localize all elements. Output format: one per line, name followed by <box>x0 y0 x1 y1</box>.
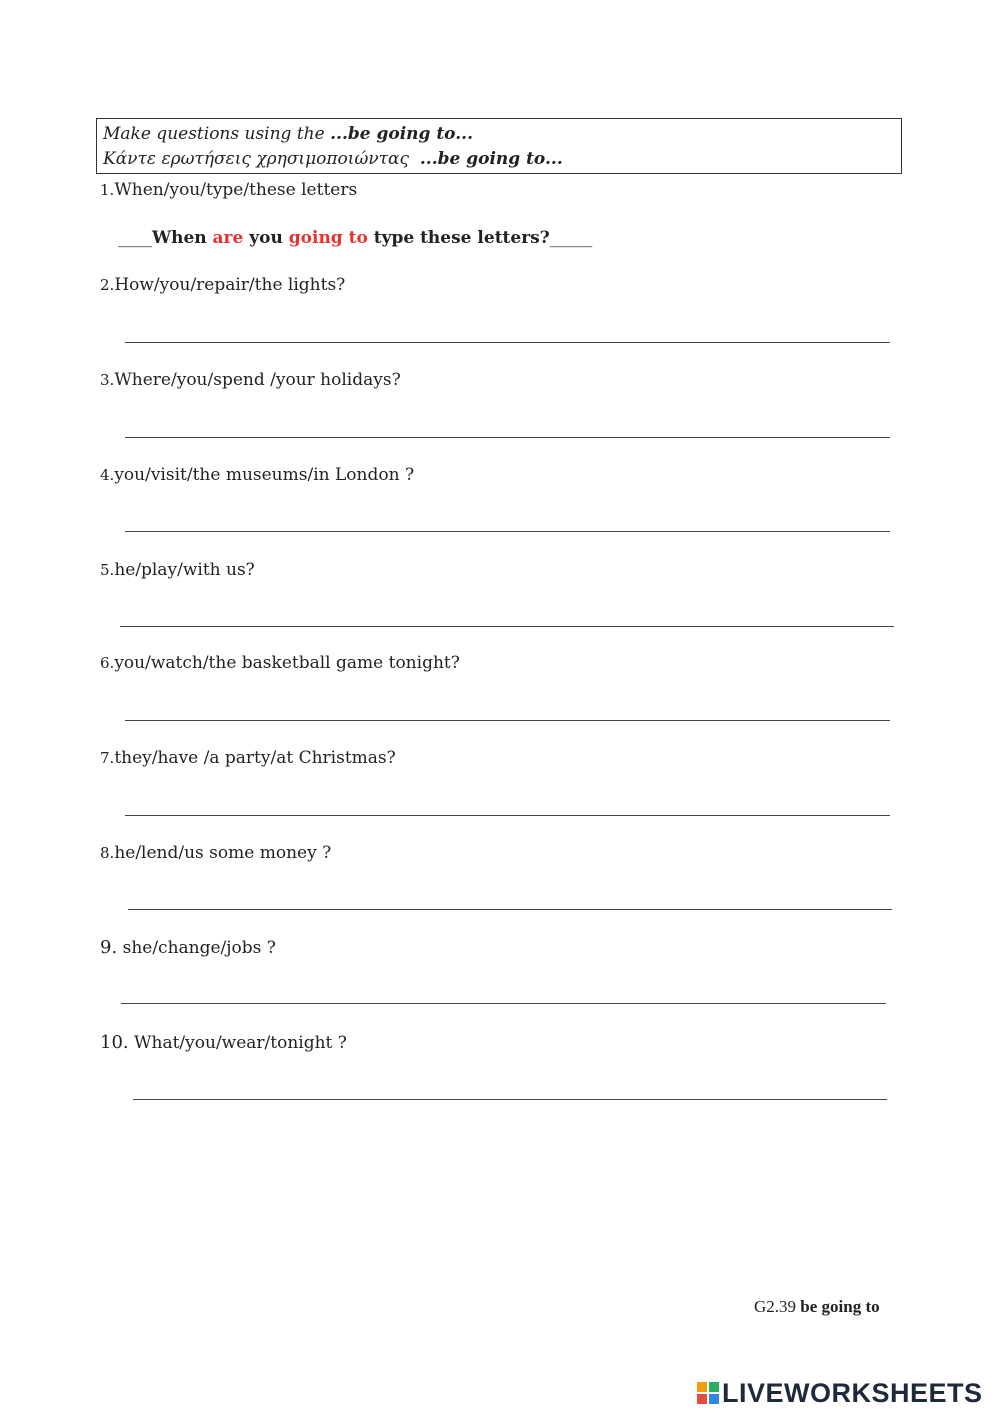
answer-line-6[interactable] <box>125 720 890 721</box>
answer-line-2[interactable] <box>125 342 890 343</box>
question-8: 8.he/lend/us some money ? <box>100 843 332 863</box>
question-5: 5.he/play/with us? <box>100 560 255 580</box>
logo-square <box>709 1382 719 1392</box>
page-footer: G2.39 be going to <box>754 1297 880 1316</box>
question-1: 1.When/you/type/these letters <box>100 180 358 200</box>
logo-grid-icon <box>697 1382 719 1404</box>
question-9: 9. she/change/jobs ? <box>100 937 276 958</box>
instructions-box <box>96 118 902 174</box>
logo-square <box>709 1394 719 1404</box>
answer-line-5[interactable] <box>120 626 894 627</box>
question-10: 10. What/you/wear/tonight ? <box>100 1032 347 1053</box>
question-6: 6.you/watch/the basketball game tonight? <box>100 653 460 673</box>
question-2: 2.How/you/repair/the lights? <box>100 275 346 295</box>
instruction-greek: Κάντε ερωτήσεις χρησιμοποιώντας ...be going to... <box>103 149 563 169</box>
answer-line-7[interactable] <box>125 815 890 816</box>
logo-square <box>697 1382 707 1392</box>
logo-square <box>697 1394 707 1404</box>
question-4: 4.you/visit/the museums/in London ? <box>100 465 415 485</box>
answer-line-3[interactable] <box>125 437 890 438</box>
answer-line-9[interactable] <box>121 1003 886 1004</box>
instruction-english: Make questions using the ...be going to... <box>103 124 473 144</box>
answer-line-10[interactable] <box>133 1099 887 1100</box>
example-answer: ____When are you going to type these letters?_____ <box>118 228 593 248</box>
answer-line-8[interactable] <box>128 909 892 910</box>
answer-line-4[interactable] <box>125 531 890 532</box>
question-3: 3.Where/you/spend /your holidays? <box>100 370 401 390</box>
question-7: 7.they/have /a party/at Christmas? <box>100 748 396 768</box>
liveworksheets-logo: LIVEWORKSHEETS <box>697 1378 983 1408</box>
